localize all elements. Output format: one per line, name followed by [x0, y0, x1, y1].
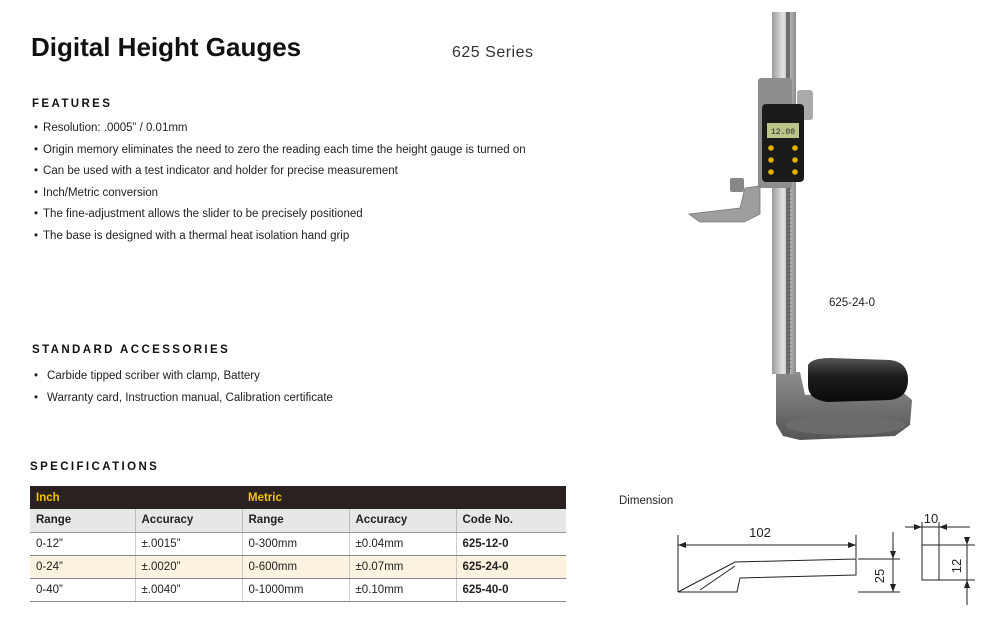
table-cell: ±0.04mm — [349, 532, 456, 555]
specifications-heading: SPECIFICATIONS — [30, 461, 160, 473]
table-cell: 0-300mm — [242, 532, 349, 555]
arrow-icon — [890, 551, 896, 559]
accessory-item: • Warranty card, Instruction manual, Calibration certificate — [34, 387, 333, 409]
code-cell: 625-12-0 — [456, 532, 566, 555]
feature-item: • Origin memory eliminates the need to zero the reading each time the height gauge is turned on — [34, 140, 526, 162]
table-cell: ±.0015” — [135, 532, 242, 555]
arrow-icon — [848, 542, 856, 548]
length-value: 102 — [749, 525, 771, 540]
cross-section-shape — [922, 545, 939, 580]
table-cell: 0-24” — [30, 555, 135, 578]
series-label: 625 Series — [452, 44, 534, 61]
arrow-icon — [890, 584, 896, 592]
column-header: Accuracy — [135, 509, 242, 532]
column-header: Accuracy — [349, 509, 456, 532]
table-cell: 0-12” — [30, 532, 135, 555]
arrow-icon — [939, 524, 947, 530]
column-header: Code No. — [456, 509, 566, 532]
column-header: Range — [242, 509, 349, 532]
lcd-reading: 12.00 — [770, 128, 796, 137]
arrow-icon — [964, 580, 970, 588]
inch-group-header: Inch — [30, 486, 242, 509]
dimension-label: Dimension — [619, 495, 674, 507]
table-cell: 0-1000mm — [242, 578, 349, 601]
table-cell: ±0.07mm — [349, 555, 456, 578]
feature-item: • Inch/Metric conversion — [34, 183, 526, 205]
height-value: 25 — [872, 568, 887, 584]
table-cell: ±.0040” — [135, 578, 242, 601]
code-cell: 625-24-0 — [456, 555, 566, 578]
column-header: Range — [30, 509, 135, 532]
feature-item: • The fine-adjustment allows the slider to be precisely positioned — [34, 204, 526, 226]
product-model-label: 625-24-0 — [829, 297, 876, 309]
table-cell: ±.0020” — [135, 555, 242, 578]
arrow-icon — [678, 542, 686, 548]
features-heading: FEATURES — [32, 98, 113, 110]
feature-item: • Resolution: .0005” / 0.01mm — [34, 118, 526, 140]
table-cell: 0-40” — [30, 578, 135, 601]
metric-group-header: Metric — [242, 486, 566, 509]
accessory-item: • Carbide tipped scriber with clamp, Battery — [34, 365, 333, 387]
accessories-heading: STANDARD ACCESSORIES — [32, 344, 231, 356]
table-cell: ±0.10mm — [349, 578, 456, 601]
table-cell: 0-600mm — [242, 555, 349, 578]
code-cell: 625-40-0 — [456, 578, 566, 601]
page-title: Digital Height Gauges — [31, 32, 302, 62]
arrow-icon — [914, 524, 922, 530]
feature-item: • Can be used with a test indicator and holder for precise measurement — [34, 161, 526, 183]
feature-item: • The base is designed with a thermal heat isolation hand grip — [34, 226, 526, 248]
arrow-icon — [964, 537, 970, 545]
thickness-value: 12 — [949, 558, 964, 574]
width-value: 10 — [923, 511, 939, 526]
